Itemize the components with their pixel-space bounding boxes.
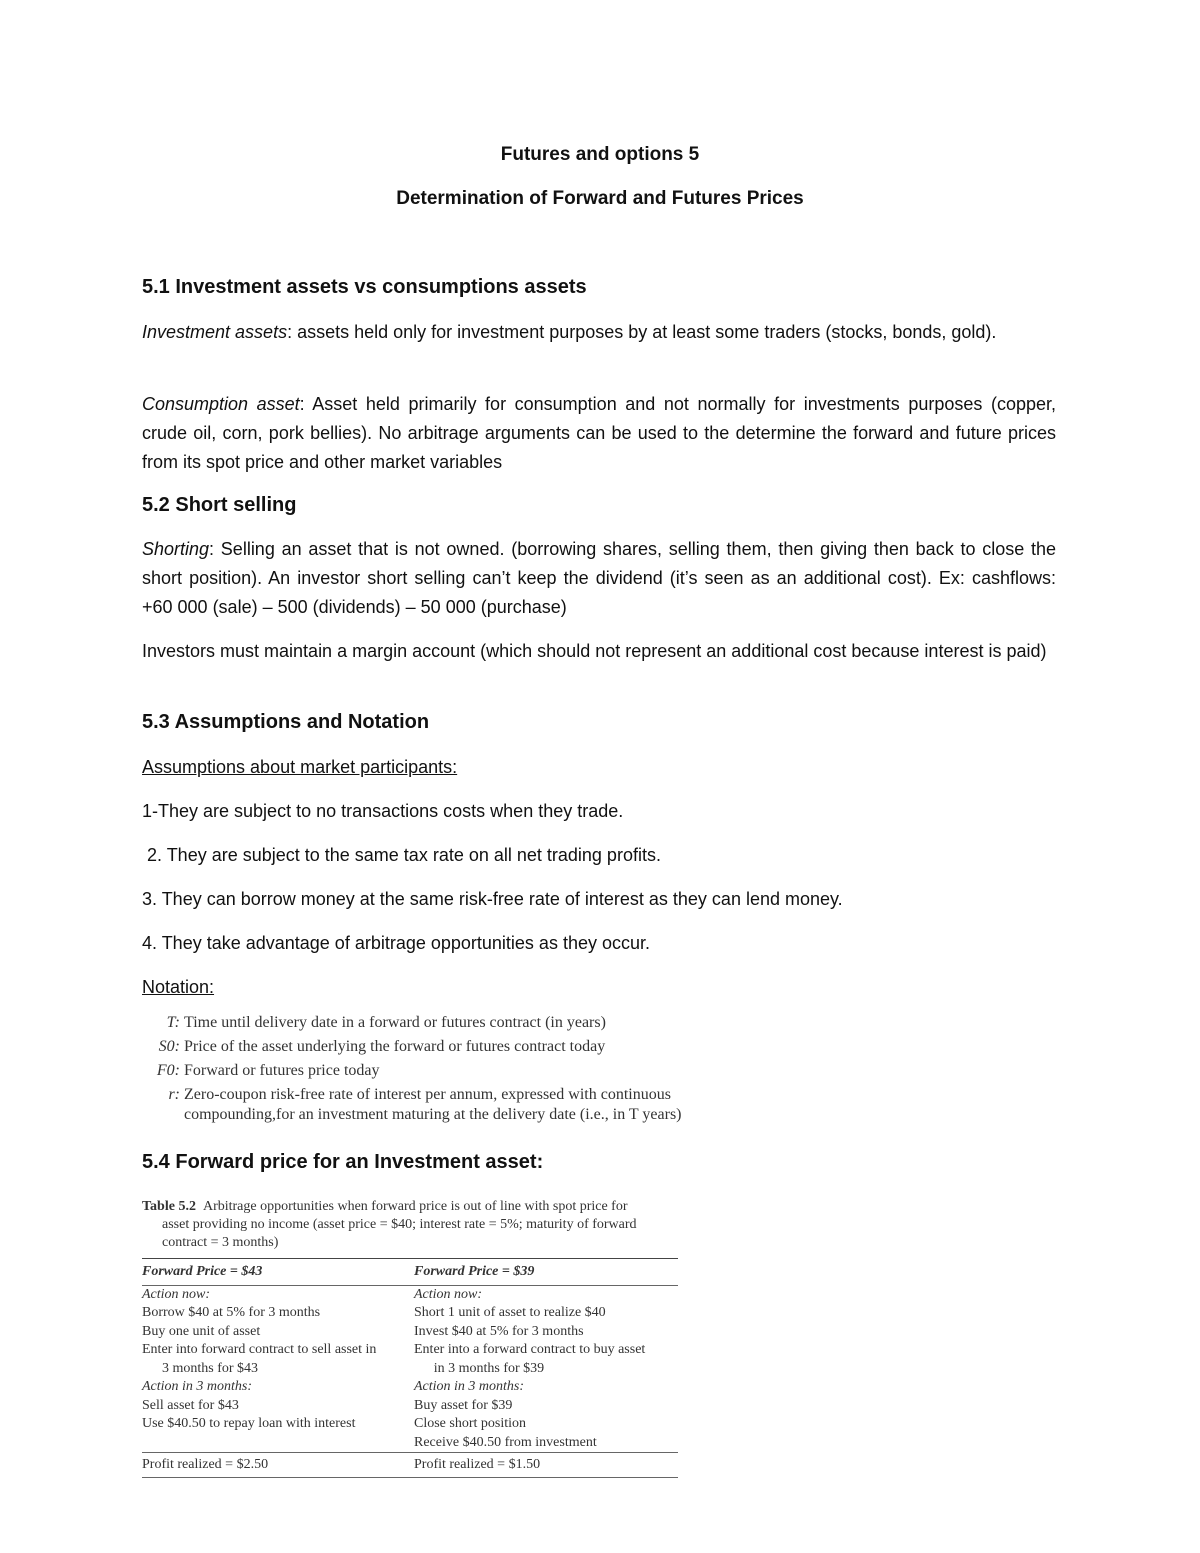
notation-description: Time until delivery date in a forward or futures contract (in years)	[184, 1014, 606, 1031]
table-bottom-rule	[142, 1477, 678, 1478]
notation-description: Price of the asset underlying the forward or futures contract today	[184, 1038, 606, 1055]
cell-right: Invest $40 at 5% for 3 months	[414, 1323, 584, 1339]
table-row	[142, 1397, 678, 1416]
cell-left: Buy one unit of asset	[142, 1323, 261, 1339]
cell-left	[142, 1434, 414, 1453]
notation-description: Zero-coupon risk-free rate of interest per annum, expressed with continuous	[184, 1086, 671, 1103]
term-investment-assets: Investment assets	[142, 322, 288, 342]
table-row	[142, 1434, 678, 1453]
notation-symbol: r:	[168, 1086, 180, 1103]
notation-item	[142, 1086, 742, 1130]
table-row	[142, 1378, 678, 1397]
notation-symbol: F0:	[156, 1062, 180, 1079]
table-profit-row	[142, 1453, 678, 1477]
cell-right: Receive $40.50 from investment	[414, 1434, 597, 1450]
cell-right: Enter into a forward contract to buy asset	[414, 1342, 646, 1357]
profit-left: Profit realized = $2.50	[142, 1457, 269, 1472]
header-right: Forward Price = $39	[414, 1264, 535, 1279]
document-title: Futures and options 5	[500, 144, 700, 165]
section-heading-5-2: 5.2 Short selling	[142, 494, 297, 516]
paragraph-investment-assets	[142, 318, 1056, 347]
cell-right: Close short position	[414, 1416, 527, 1431]
cell-left: Enter into forward contract to sell asset in	[142, 1342, 377, 1357]
assumptions-label: Assumptions about market participants:	[142, 757, 458, 777]
paragraph-shorting	[142, 535, 1056, 622]
cell-left: Use $40.50 to repay loan with interest	[142, 1416, 356, 1431]
arbitrage-table-figure	[142, 1198, 678, 1478]
cell-right: Action now:	[414, 1286, 483, 1302]
cell-right: Buy asset for $39	[414, 1397, 513, 1413]
table-caption-label: Table 5.2	[142, 1199, 196, 1214]
notation-description-continued: compounding,for an investment maturing at the delivery date (i.e., in T years)	[184, 1106, 682, 1123]
section-heading-5-1: 5.1 Investment assets vs consumptions assets	[142, 276, 587, 298]
assumption-4: 4. They take advantage of arbitrage opportunities as they occur.	[142, 933, 650, 953]
table-row	[142, 1304, 678, 1323]
notation-label: Notation:	[142, 977, 215, 997]
table-row	[142, 1286, 678, 1305]
cell-left: Action in 3 months:	[142, 1379, 253, 1394]
cell-right: Action in 3 months:	[414, 1379, 525, 1394]
header-left: Forward Price = $43	[142, 1264, 263, 1279]
cell-left: Sell asset for $43	[142, 1397, 239, 1413]
table-caption-line-2: asset providing no income (asset price = $40; interest rate = 5%; maturity of forward	[162, 1217, 637, 1232]
table-caption	[142, 1198, 678, 1216]
term-consumption-asset: Consumption asset	[142, 394, 300, 414]
document-subtitle: Determination of Forward and Futures Prices	[396, 188, 804, 209]
assumption-3: 3. They can borrow money at the same risk-free rate of interest as they can lend money.	[142, 889, 843, 909]
notation-item	[142, 1062, 742, 1086]
cell-left: Borrow $40 at 5% for 3 months	[142, 1305, 321, 1320]
profit-right: Profit realized = $1.50	[414, 1457, 541, 1472]
cell-left: Action now:	[142, 1286, 211, 1302]
section-heading-5-3: 5.3 Assumptions and Notation	[142, 711, 430, 733]
notation-symbol: S0:	[158, 1038, 180, 1055]
notation-list	[142, 1014, 742, 1130]
assumption-1: 1-They are subject to no transactions costs when they trade.	[142, 801, 624, 821]
table-row	[142, 1323, 678, 1342]
table-row	[142, 1360, 678, 1379]
notation-item	[142, 1014, 742, 1038]
section-heading-5-4: 5.4 Forward price for an Investment asset:	[142, 1151, 544, 1173]
notation-symbol: T:	[166, 1014, 180, 1031]
shorting-definition: : Selling an asset that is not owned. (borrowing shares, selling them, then giving then back to close the short position). An investor short selling can’t keep the dividend (it’s seen as an additional cost). Ex: cashflows: +60 000 (sale) – 500 (dividends) – 50 000 (purchase)	[142, 539, 1056, 617]
paragraph-margin-account: Investors must maintain a margin account (which should not represent an additional cost because interest is paid)	[142, 641, 1047, 661]
cell-left: 3 months for $43	[162, 1360, 259, 1376]
table-caption-line-3: contract = 3 months)	[162, 1235, 279, 1250]
assumption-2: 2. They are subject to the same tax rate on all net trading profits.	[142, 845, 661, 865]
consumption-asset-definition: : Asset held primarily for consumption and not normally for investments purposes (copper, crude oil, corn, pork bellies). No arbitrage arguments can be used to the determine the forward and future prices from its spot price and other market variables	[142, 394, 1056, 472]
table-row	[142, 1415, 678, 1434]
paragraph-consumption-asset	[142, 390, 1056, 477]
table-header-row	[142, 1259, 678, 1285]
investment-assets-definition: : assets held only for investment purposes by at least some traders (stocks, bonds, gold).	[287, 322, 997, 342]
table-row	[142, 1341, 678, 1360]
table-caption-line-1: Arbitrage opportunities when forward price is out of line with spot price for	[202, 1199, 628, 1214]
cell-right: in 3 months for $39	[433, 1360, 545, 1376]
term-shorting: Shorting	[142, 539, 210, 559]
notation-description: Forward or futures price today	[184, 1062, 380, 1079]
table-body	[142, 1286, 678, 1453]
cell-right: Short 1 unit of asset to realize $40	[414, 1305, 606, 1320]
notation-item	[142, 1038, 742, 1062]
